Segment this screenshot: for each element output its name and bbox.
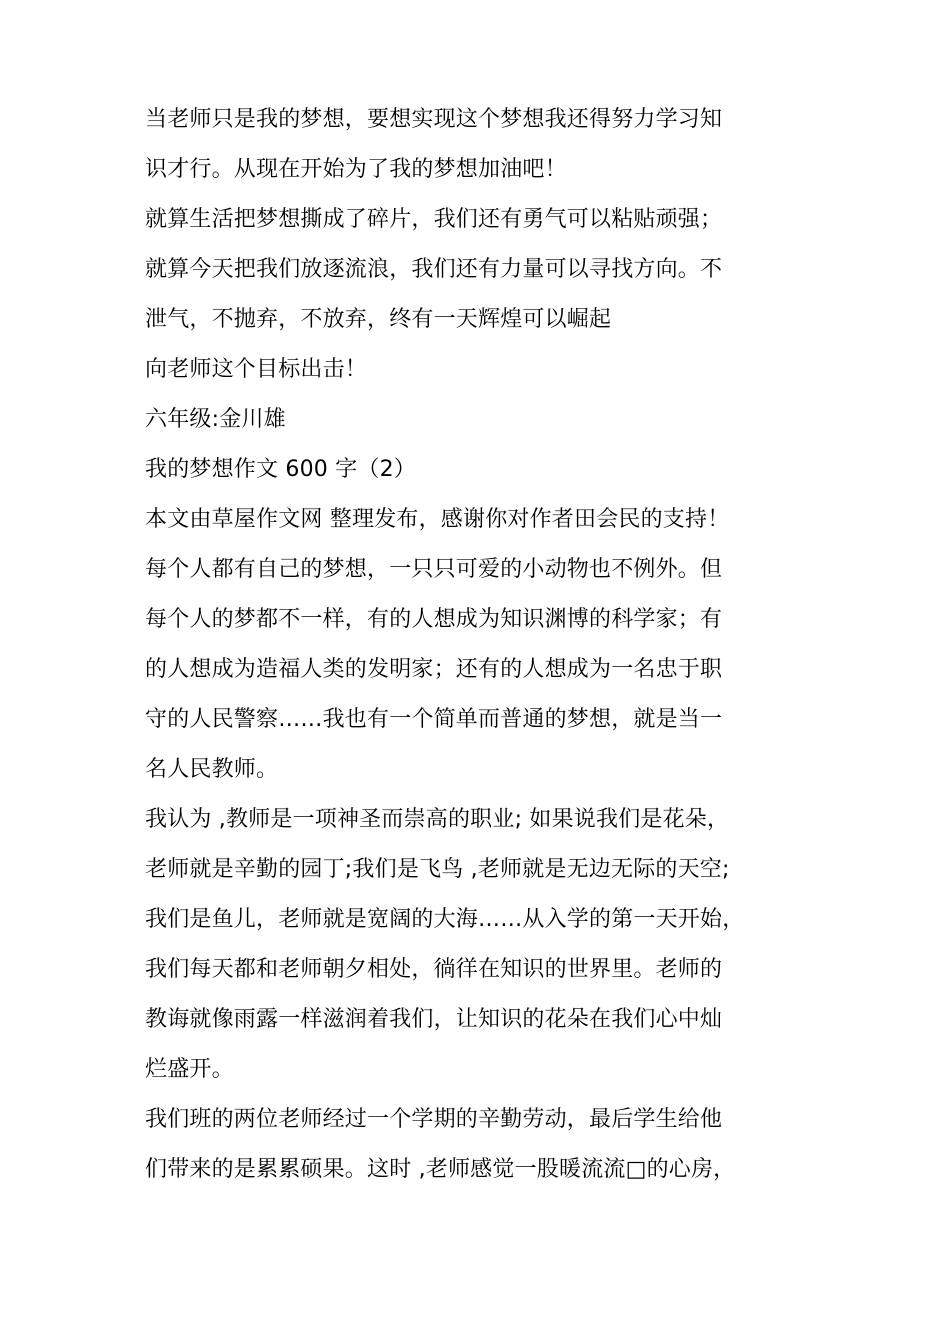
text-line: 守的人民警察……我也有一个简单而普通的梦想，就是当一 (145, 707, 723, 732)
text-line: 就算今天把我们放逐流浪，我们还有力量可以寻找方向。不 (145, 257, 723, 282)
text-line: 老师就是辛勤的园丁;我们是飞鸟 ,老师就是无边无际的天空; (145, 857, 730, 882)
text-line: 教诲就像雨露一样滋润着我们，让知识的花朵在我们心中灿 (145, 1007, 723, 1032)
text-line: 就算生活把梦想撕成了碎片，我们还有勇气可以粘贴顽强； (145, 207, 723, 232)
source-notice: 本文由草屋作文网 整理发布，感谢你对作者田会民的支持！ (145, 507, 730, 532)
article-title: 我的梦想作文 600 字（2） (145, 457, 416, 482)
text-line: 每个人的梦都不一样，有的人想成为知识渊博的科学家；有 (145, 607, 723, 632)
text-line: 泄气，不抛弃，不放弃，终有一天辉煌可以崛起 (145, 307, 612, 332)
text-line: 每个人都有自己的梦想，一只只可爱的小动物也不例外。但 (145, 557, 723, 582)
text-line: 我们班的两位老师经过一个学期的辛勤劳动，最后学生给他 (145, 1107, 723, 1132)
text-line: 我认为 ,教师是一项神圣而崇高的职业; 如果说我们是花朵， (145, 807, 730, 832)
text-line: 的人想成为造福人类的发明家；还有的人想成为一名忠于职 (145, 657, 723, 682)
document-body (145, 95, 845, 1195)
author-line: 六年级:金川雄 (145, 407, 286, 432)
text-line: 我们每天都和老师朝夕相处，徜徉在知识的世界里。老师的 (145, 957, 723, 982)
text-line: 当老师只是我的梦想，要想实现这个梦想我还得努力学习知 (145, 107, 723, 132)
text-line: 们带来的是累累硕果。这时 ,老师感觉一股暖流流□的心房， (145, 1157, 736, 1182)
text-line: 我们是鱼儿，老师就是宽阔的大海……从入学的第一天开始， (145, 907, 745, 932)
text-line: 名人民教师。 (145, 757, 279, 782)
text-line: 烂盛开。 (145, 1057, 234, 1082)
text-line: 识才行。从现在开始为了我的梦想加油吧！ (145, 157, 567, 182)
text-line: 向老师这个目标出击！ (145, 357, 368, 382)
